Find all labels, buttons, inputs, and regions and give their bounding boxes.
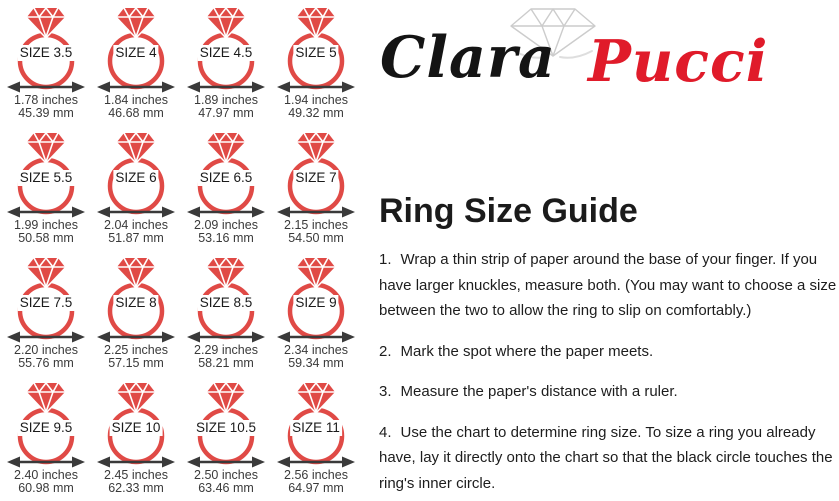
ring-size-label: SIZE 7.5: [19, 295, 73, 310]
diameter-inches: 2.15 inches: [284, 218, 348, 232]
ring-band-circle: [20, 35, 72, 87]
diameter-mm: 55.76 mm: [18, 356, 74, 370]
ring-measurements: [271, 219, 361, 245]
diameter-inches: 2.29 inches: [194, 343, 258, 357]
diameter-mm: 53.16 mm: [198, 231, 254, 245]
ring-size-label: SIZE 10.5: [195, 420, 257, 435]
diameter-inches: 2.09 inches: [194, 218, 258, 232]
diameter-inches: 2.04 inches: [104, 218, 168, 232]
ring-measurements: [271, 344, 361, 370]
ring-size-label: SIZE 4: [115, 45, 157, 60]
diameter-inches: 2.45 inches: [104, 468, 168, 482]
ring-band-circle: [200, 35, 252, 87]
step-number: 2.: [379, 342, 392, 360]
page-title: Ring Size Guide: [379, 192, 638, 230]
step-text: Mark the spot where the paper meets.: [400, 342, 654, 360]
ring-band-circle: [200, 285, 252, 337]
ring-band-circle: [290, 35, 342, 87]
step-text: Measure the paper's distance with a ruler.: [400, 383, 678, 400]
diameter-mm: 51.87 mm: [108, 231, 164, 245]
brand-name-clara: Clara: [380, 24, 556, 91]
ring-band-circle: [200, 160, 252, 212]
diamond-gem-icon: [207, 383, 245, 412]
ring-measurements: [271, 94, 361, 120]
diamond-gem-icon: [207, 258, 245, 287]
diameter-inches: 1.89 inches: [194, 93, 258, 107]
ring-measurements: [181, 94, 271, 120]
ring-size-cell: [271, 130, 361, 255]
ring-size-cell: [271, 255, 361, 380]
ring-measurements: [1, 219, 91, 245]
ring-measurements: [181, 219, 271, 245]
diameter-mm: 64.97 mm: [288, 481, 344, 495]
diameter-inches: 2.40 inches: [14, 468, 78, 482]
ring-size-cell: [1, 130, 91, 255]
ring-band-circle: [110, 35, 162, 87]
diameter-inches: 1.84 inches: [104, 93, 168, 107]
diameter-inches: 2.50 inches: [194, 468, 258, 482]
ring-size-label: SIZE 8: [115, 295, 157, 310]
ring-measurements: [91, 219, 181, 245]
diameter-mm: 47.97 mm: [198, 106, 254, 120]
instruction-step: [379, 420, 837, 497]
instruction-step: [379, 339, 837, 365]
diameter-mm: 63.46 mm: [198, 481, 254, 495]
diameter-mm: 57.15 mm: [108, 356, 164, 370]
ring-size-cell: [181, 380, 271, 501]
diameter-inches: 2.25 inches: [104, 343, 168, 357]
ring-size-label: SIZE 4.5: [199, 45, 253, 60]
diameter-mm: 49.32 mm: [288, 106, 344, 120]
ring-size-cell: [181, 255, 271, 380]
diamond-gem-icon: [117, 383, 155, 412]
ring-size-cell: [271, 380, 361, 501]
ring-size-label: SIZE 6.5: [199, 170, 253, 185]
diameter-mm: 54.50 mm: [288, 231, 344, 245]
ring-size-label: SIZE 9.5: [19, 420, 73, 435]
diameter-inches: 1.78 inches: [14, 93, 78, 107]
diameter-inches: 1.99 inches: [14, 218, 78, 232]
ring-size-chart: [1, 5, 361, 501]
ring-measurements: [91, 344, 181, 370]
ring-measurements: [91, 469, 181, 495]
diamond-gem-icon: [27, 8, 65, 37]
ring-size-label: SIZE 8.5: [199, 295, 253, 310]
diamond-gem-icon: [297, 8, 335, 37]
ring-measurements: [271, 469, 361, 495]
ring-size-cell: [271, 5, 361, 130]
instruction-step: [379, 247, 837, 324]
ring-size-label: SIZE 11: [292, 420, 340, 435]
diamond-gem-icon: [117, 258, 155, 287]
ring-band-circle: [110, 285, 162, 337]
ring-size-cell: [91, 5, 181, 130]
ring-band-circle: [290, 285, 342, 337]
ring-band-circle: [110, 160, 162, 212]
diameter-mm: 60.98 mm: [18, 481, 74, 495]
ring-size-label: SIZE 10: [111, 420, 161, 435]
diameter-inches: 1.94 inches: [284, 93, 348, 107]
ring-size-label: SIZE 5: [295, 45, 337, 60]
ring-size-label: SIZE 6: [115, 170, 157, 185]
instruction-step: [379, 379, 837, 405]
ring-measurements: [1, 94, 91, 120]
diamond-gem-icon: [297, 258, 335, 287]
diameter-inches: 2.56 inches: [284, 468, 348, 482]
ring-size-cell: [181, 5, 271, 130]
ring-measurements: [91, 94, 181, 120]
ring-band-circle: [290, 160, 342, 212]
ring-size-label: SIZE 3.5: [19, 45, 73, 60]
ring-size-label: SIZE 5.5: [19, 170, 73, 185]
ring-size-cell: [1, 255, 91, 380]
diameter-inches: 2.34 inches: [284, 343, 348, 357]
ring-size-label: SIZE 7: [295, 170, 337, 185]
ring-band-circle: [20, 160, 72, 212]
step-text: Wrap a thin strip of paper around the base of your finger. If you have larger knuckles, measure both. (You may want to choose a size between the two to allow the ring to slip on comfortably.): [379, 251, 837, 319]
step-number: 3.: [379, 383, 392, 400]
diameter-mm: 46.68 mm: [108, 106, 164, 120]
ring-size-cell: [181, 130, 271, 255]
diamond-gem-icon: [27, 258, 65, 287]
diamond-gem-icon: [117, 133, 155, 162]
brand-name-pucci: Pucci: [588, 28, 769, 95]
diameter-mm: 45.39 mm: [18, 106, 74, 120]
ring-size-cell: [1, 380, 91, 501]
ring-size-cell: [91, 255, 181, 380]
diamond-gem-icon: [297, 133, 335, 162]
ring-measurements: [181, 469, 271, 495]
diamond-gem-icon: [207, 133, 245, 162]
instruction-steps: [379, 247, 837, 501]
ring-measurements: [1, 344, 91, 370]
ring-measurements: [1, 469, 91, 495]
ring-band-circle: [20, 410, 72, 462]
ring-band-circle: [200, 410, 252, 462]
diameter-mm: 59.34 mm: [288, 356, 344, 370]
diamond-gem-icon: [117, 8, 155, 37]
ring-size-cell: [91, 130, 181, 255]
ring-band-circle: [20, 285, 72, 337]
diamond-gem-icon: [207, 8, 245, 37]
step-number: 4.: [379, 423, 392, 441]
ring-size-cell: [1, 5, 91, 130]
ring-size-label: SIZE 9: [295, 295, 337, 310]
ring-size-cell: [91, 380, 181, 501]
diameter-mm: 50.58 mm: [18, 231, 74, 245]
diamond-gem-icon: [297, 383, 335, 412]
brand-logo: [380, 4, 810, 104]
diameter-inches: 2.20 inches: [14, 343, 78, 357]
diamond-gem-icon: [27, 133, 65, 162]
ring-measurements: [181, 344, 271, 370]
diamond-gem-icon: [27, 383, 65, 412]
diameter-mm: 58.21 mm: [198, 356, 254, 370]
diameter-mm: 62.33 mm: [108, 481, 164, 495]
step-number: 1.: [379, 251, 392, 268]
step-text: Use the chart to determine ring size. To size a ring you already have, lay it directly onto the chart so that the black circle touches the ring's inner circle.: [379, 423, 833, 492]
ring-band-circle: [110, 410, 162, 462]
ring-band-circle: [290, 410, 342, 462]
